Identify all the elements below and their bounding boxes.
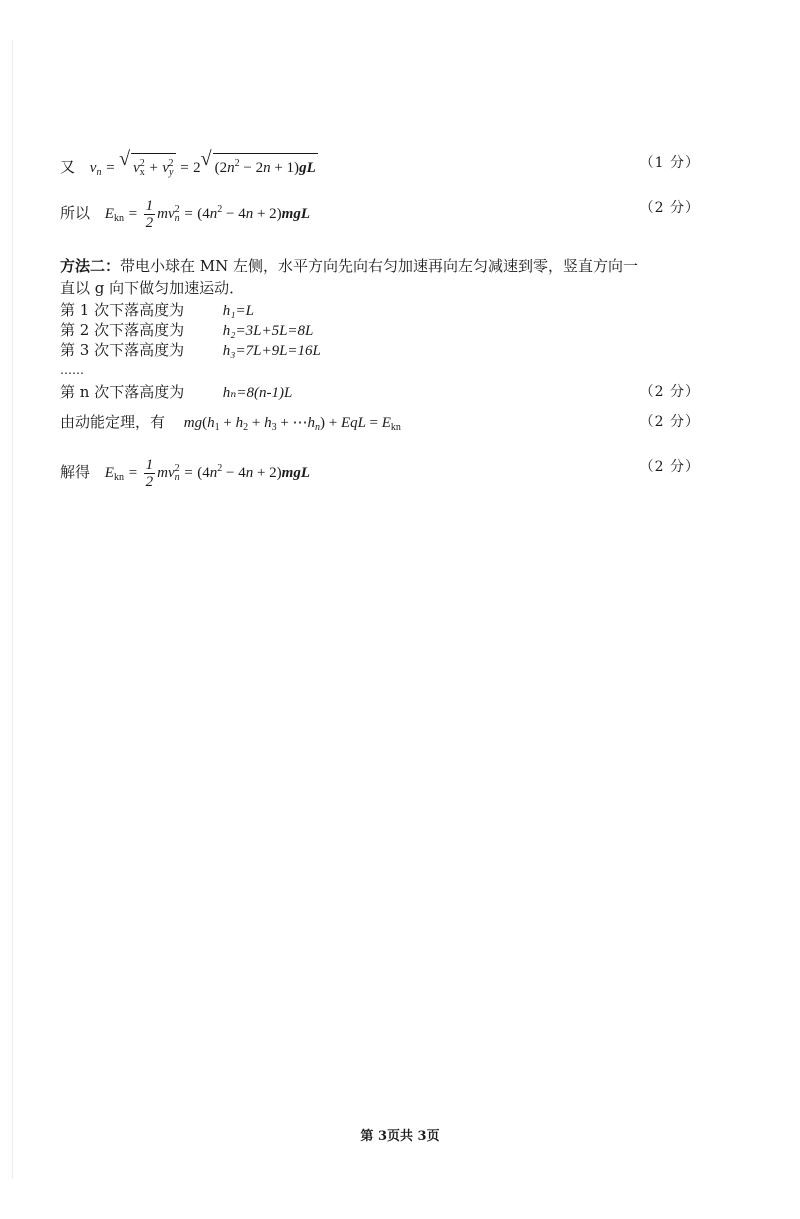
method-title: 方法二： [60, 257, 121, 275]
formula-vn: $v_n$ = √ $v_x^2 + v_y^2 = 2√$ $(2n^2 - 2n + 1)gL$ [90, 160, 318, 176]
method-two-line2: 直以 g 向下做匀加速运动． [60, 279, 245, 297]
line-theorem [60, 412, 720, 438]
scan-edge [12, 40, 13, 1179]
drop-n [60, 382, 720, 403]
score-1: （1 分） [639, 155, 700, 171]
formula-theorem: $mg(h_1 + h_2 + h_3$ + $\cdots h_n$) + EqL = $E_{kn}$ [183, 415, 401, 433]
theorem-label: 由动能定理，有 [60, 413, 166, 431]
drop-expr: h₂=3L+5L=8L [222, 323, 314, 339]
score-5: （2 分） [639, 459, 700, 475]
line-solve [60, 457, 720, 490]
solve-label: 解得 [60, 462, 91, 481]
page-footer: 第 3页共 3页 [360, 1129, 440, 1144]
method-two-line1 [60, 256, 750, 276]
drop-label: 第 1 次下落高度为 [60, 301, 185, 319]
drop-1 [60, 300, 720, 321]
score-4: （2 分） [639, 414, 700, 430]
line-label: 所以 [60, 203, 91, 222]
drop-expr: h₁=L [222, 303, 254, 319]
formula-ekn: $E_{kn}$ = $\frac{1}{2}$ $mv_n^2 = (4n^2 - 4n + 2)mgL$ [104, 198, 311, 231]
line-label: 又 [60, 158, 76, 176]
drop-expr: h₃=7L+9L=16L [222, 343, 321, 359]
drop-label: 第 2 次下落高度为 [60, 321, 185, 339]
drop-3 [60, 340, 720, 361]
drop-expr: hₙ=8(n-1)L [222, 385, 293, 401]
formula-solve: $E_{kn}$ = $\frac{1}{2}$ $mv_n^2 = (4n^2 - 4n + 2)mgL$ [104, 457, 311, 490]
drop-label: 第 n 次下落高度为 [60, 383, 185, 401]
line-vn [60, 153, 720, 183]
score-2: （2 分） [639, 200, 700, 216]
ellipsis: …… [60, 363, 84, 377]
method-text: 带电小球在 MN 左侧，水平方向先向右匀加速再向左匀减速到零，竖直方向一 [120, 257, 639, 275]
line-ekn [60, 198, 720, 231]
drop-label: 第 3 次下落高度为 [60, 341, 185, 359]
score-3: （2 分） [639, 384, 700, 400]
drop-2 [60, 320, 720, 341]
